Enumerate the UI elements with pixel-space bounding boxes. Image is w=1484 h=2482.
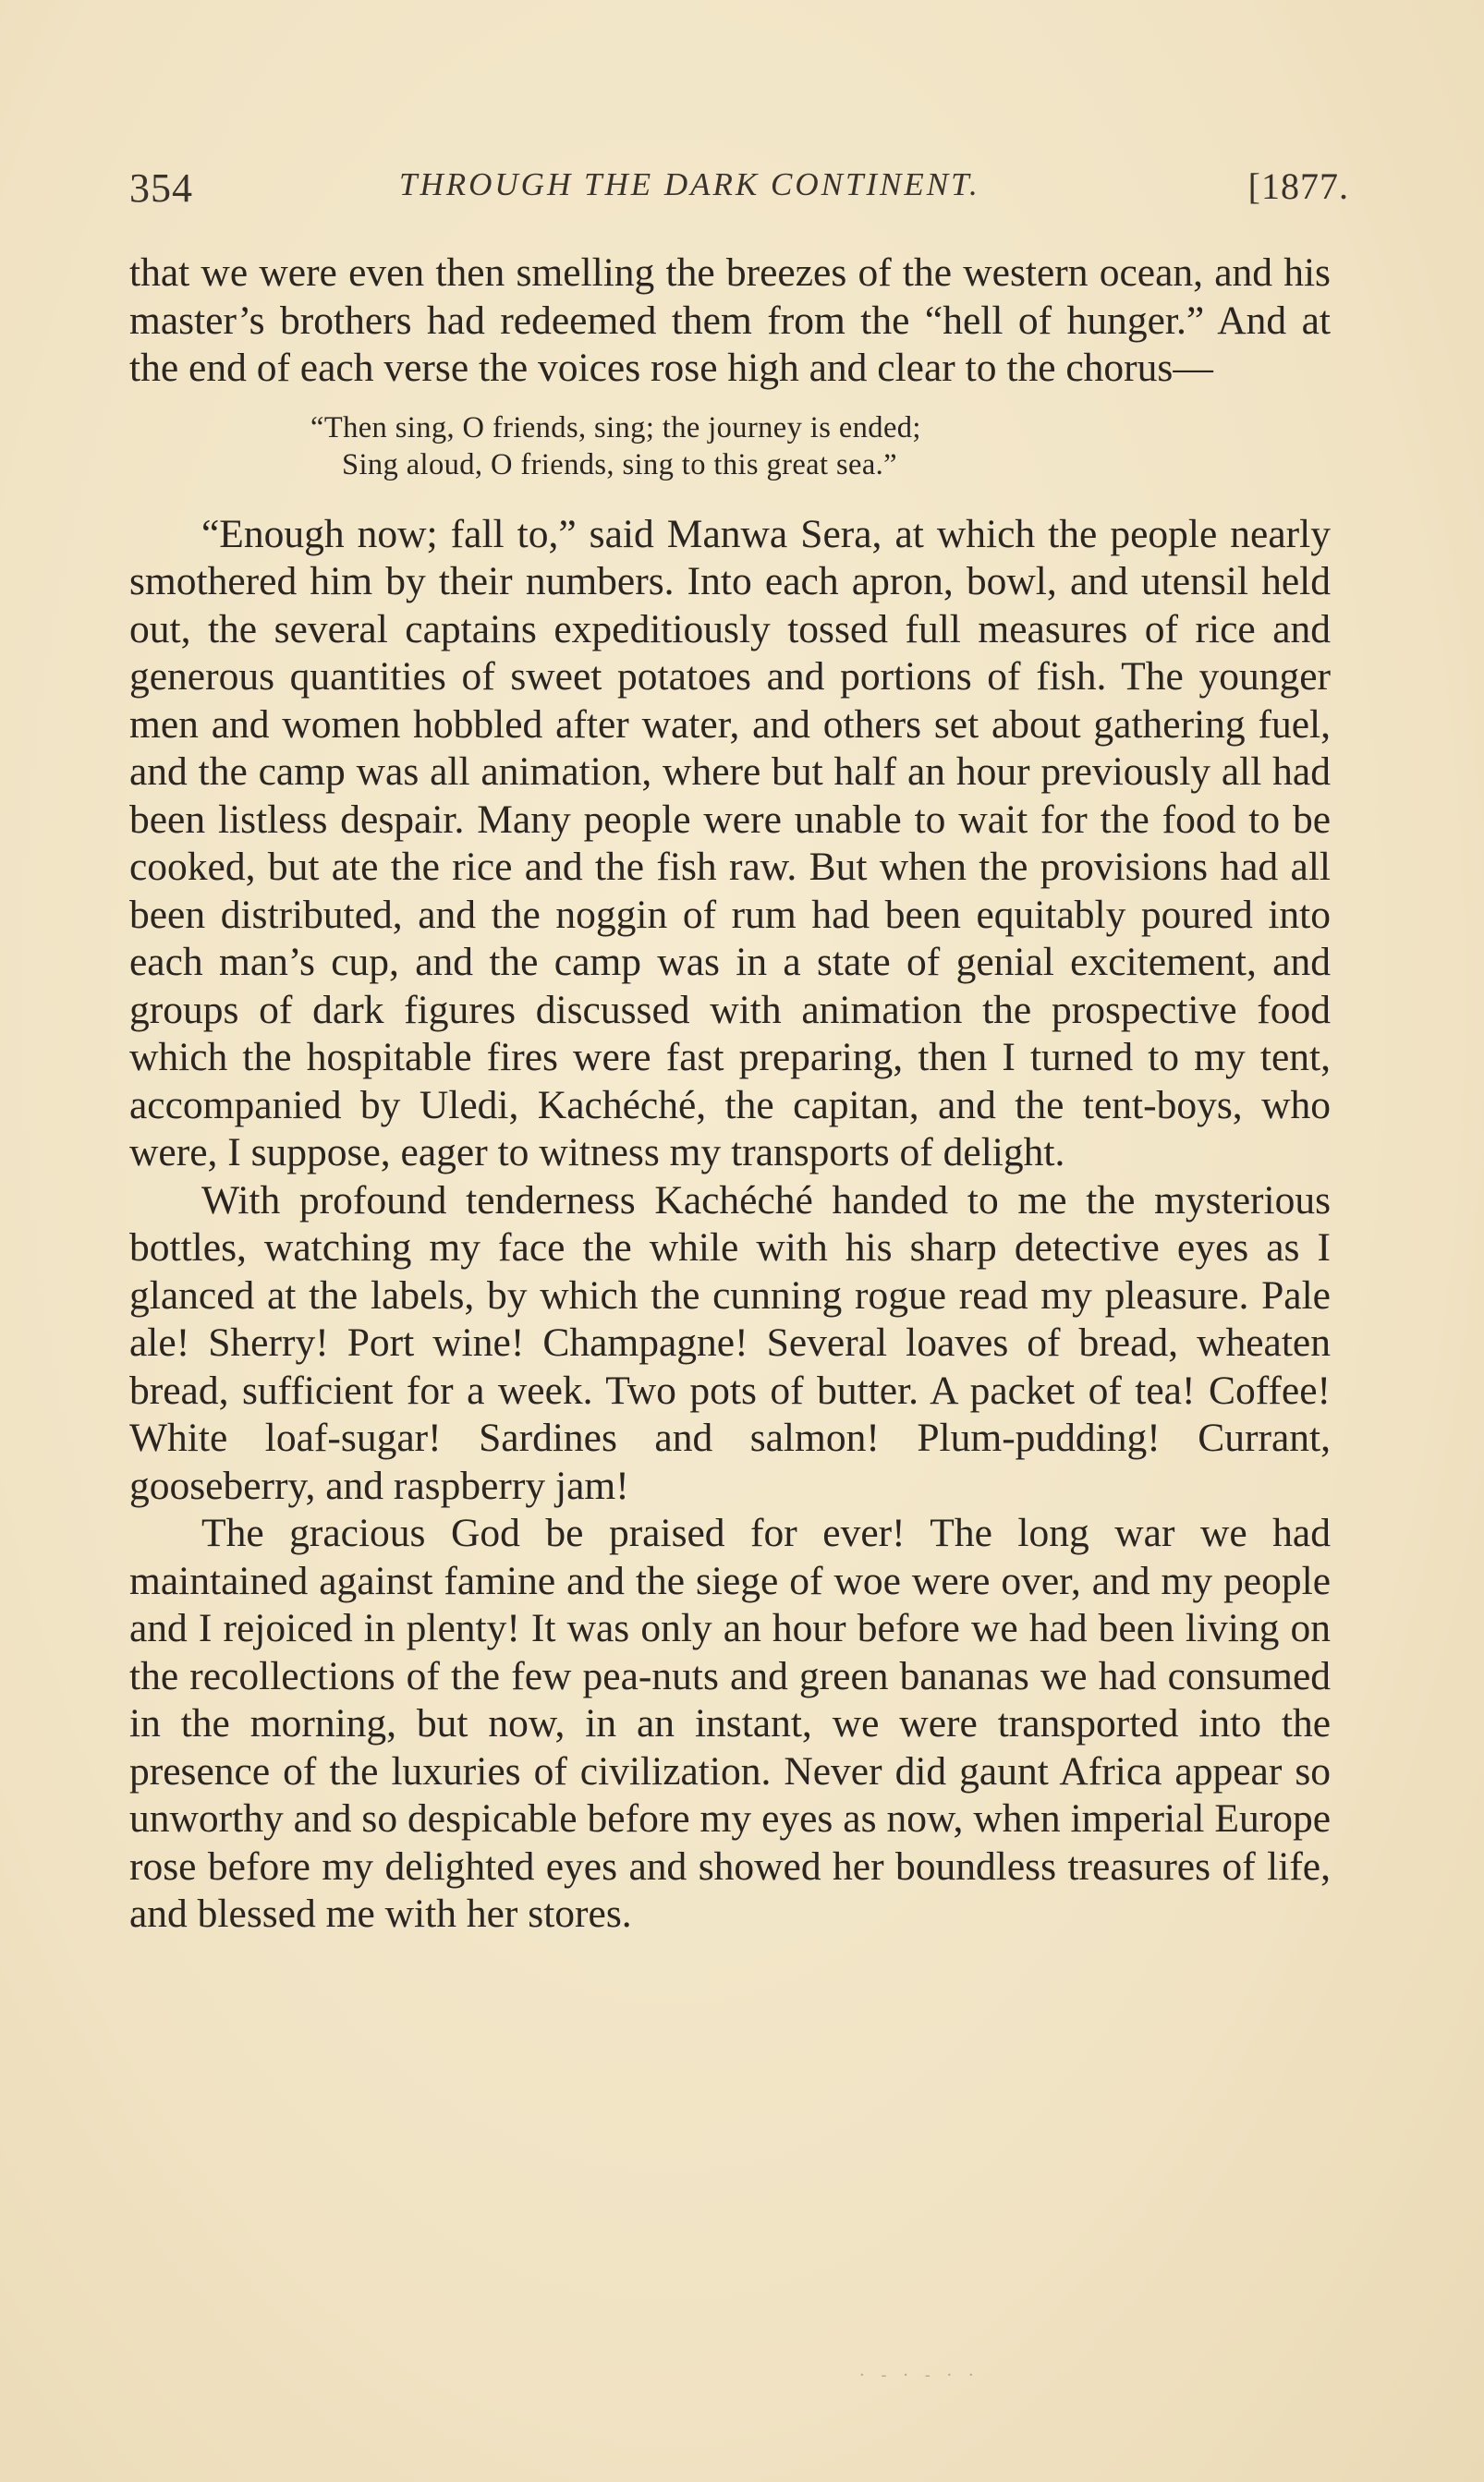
running-header (129, 164, 1349, 216)
header-year: [1877. (1247, 165, 1349, 207)
running-title: THROUGH THE DARK CONTINENT. (399, 166, 980, 202)
paragraph: “Enough now; fall to,” said Manwa Sera, at which the people nearly smothered him by their numbers. Into each apron, bowl, and utensil held out, the several captains expeditiously tossed full measures of rice and generous quantities of sweet potatoes and portions of fish. The younger men and women hobbled after water, and others set about gathering fuel, and the camp was all animation, where but half an hour previously all had been listless despair. Many people were unable to wait for the food to be cooked, but ate the rice and the fish raw. But when the provisions had all been distributed, and the noggin of rum had been equitably poured into each man’s cup, and the camp was in a state of genial excitement, and groups of dark figures discussed with animation the prospective food which the hospitable fires were fast preparing, then I turned to my tent, accompanied by Uledi, Kachéché, the capitan, and the tent-boys, who were, I suppose, eager to witness my transports of delight. (129, 511, 1331, 1174)
paragraph-continued: that we were even then smelling the breezes of the western ocean, and his master’s brothers had redeemed them from the “hell of hunger.” And at the end of each verse the voices rose high and clear to the chorus— (129, 250, 1331, 390)
paragraph: The gracious God be praised for ever! The long war we had maintained against famine and the siege of woe were over, and my people and I rejoiced in plenty! It was only an hour before we had been living on the recollections of the few pea-nuts and green bananas we had consumed in the morning, but now, in an instant, we were transported into the presence of the luxuries of civilization. Never did gaunt Africa appear so unworthy and so despicable before my eyes as now, when imperial Europe rose before my delighted eyes and showed her boundless treasures of life, and blessed me with her stores. (129, 1511, 1331, 1936)
paper-smudge: · - · ‐ · · (859, 2366, 979, 2385)
page-number: 354 (129, 165, 193, 211)
body-text (129, 249, 1331, 1939)
verse-line: Sing aloud, O friends, sing to this great sea.” (342, 447, 897, 481)
paragraph: With profound tenderness Kachéché handed to me the mysterious bottles, watching my face the while with his sharp detective eyes as I glanced at the labels, by which the cunning rogue read my pleasure. Pale ale! Sherry! Port wine! Champagne! Several loaves of bread, wheaten bread, sufficient for a week. Two pots of butter. A packet of tea! Coffee! White loaf-sugar! Sardines and salmon! Plum-pudding! Currant, gooseberry, and raspberry jam! (129, 1177, 1331, 1508)
verse-chorus (129, 409, 1331, 483)
verse-line: “Then sing, O friends, sing; the journey is ended; (310, 410, 921, 444)
